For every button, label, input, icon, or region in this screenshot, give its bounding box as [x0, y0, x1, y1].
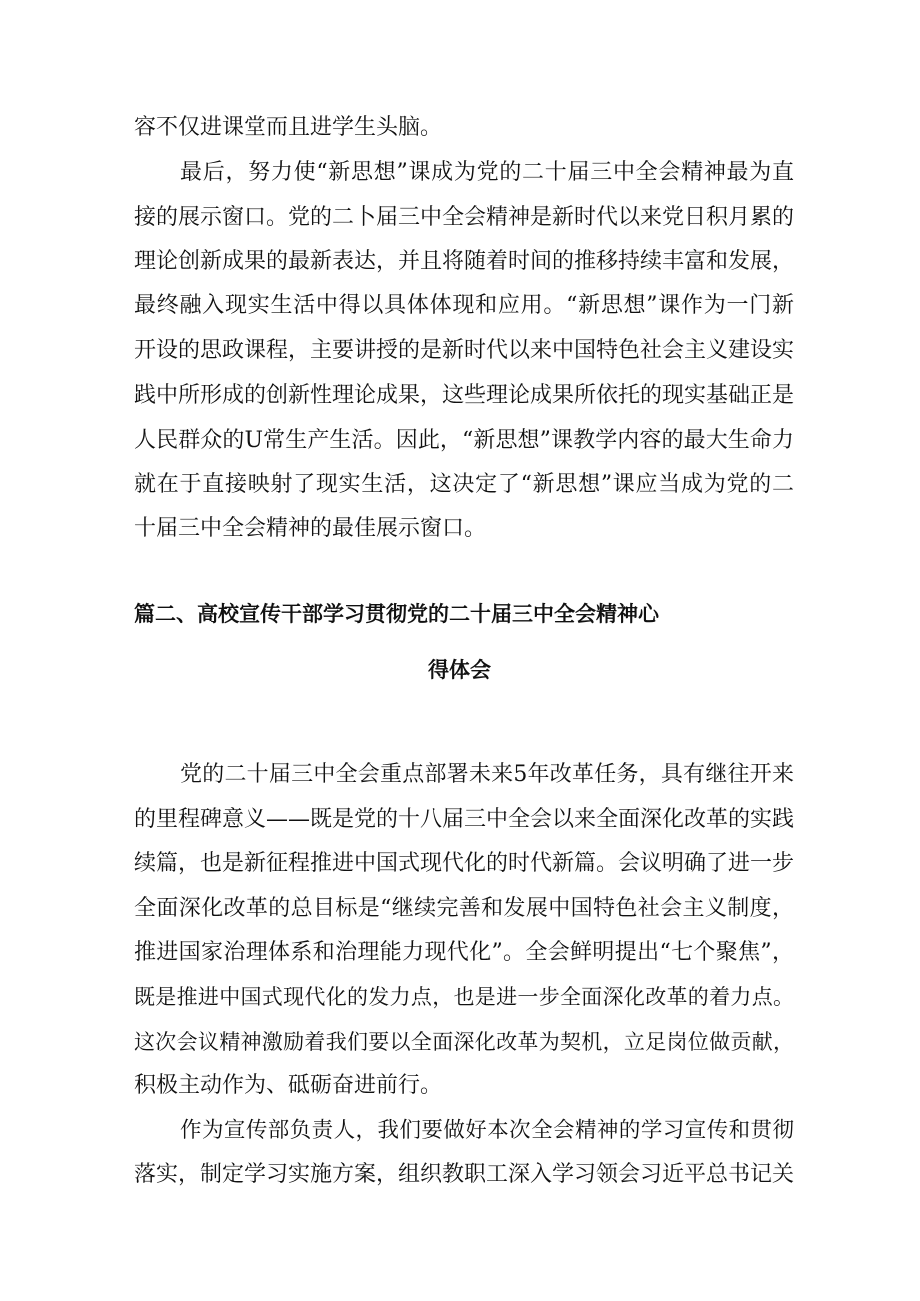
text-line: 就在于直接映射了现实生活，这决定了“新思想”课应当成为党的二: [134, 472, 794, 497]
text-line: 落实，制定学习实施方案，组织教职工深入学习领会习近平总书记关: [134, 1162, 795, 1187]
text-line: 最后，努力使“新思想”课成为党的二十届三中全会精神最为直: [180, 160, 794, 185]
text-line: 党的二十届三中全会重点部署未来5年改革任务，具有继往开来: [180, 762, 794, 787]
text-line: 理论创新成果的最新表达，并且将随着时间的推移持续丰富和发展，: [134, 249, 795, 274]
text-line: 开设的思政课程，主要讲授的是新时代以来中国特色社会主义建设实: [134, 338, 795, 363]
text-line: 作为宣传部负责人，我们要做好本次全会精神的学习宣传和贯彻: [180, 1118, 794, 1143]
text-line: 全面深化改革的总目标是“继续完善和发展中国特色社会主义制度，: [134, 896, 794, 921]
section-heading-line-2: 得体会: [428, 658, 491, 682]
text-line: 推进国家治理体系和治理能力现代化”。全会鲜明提出“七个聚焦”，: [134, 940, 794, 965]
text-line: 的里程碑意义——既是党的十八届三中全会以来全面深化改革的实践: [134, 807, 795, 832]
text-line: 积极主动作为、砥砺奋进前行。: [134, 1073, 443, 1098]
text-line: 十届三中全会精神的最佳展示窗口。: [134, 516, 487, 541]
text-line: 最终融入现实生活中得以具体体现和应用。“新思想”课作为一门新: [134, 293, 794, 318]
section-heading-line-1: 篇二、高校宣传干部学习贯彻党的二十届三中全会精神心: [134, 602, 659, 626]
text-line: 人民群众的U常生产生活。因此，“新思想”课教学内容的最大生命力: [134, 428, 794, 453]
text-line: 接的展示窗口。党的二卜届三中全会精神是新时代以来党日积月累的: [134, 205, 795, 230]
text-line: 这次会议精神激励着我们要以全面深化改革为契机，立足岗位做贡献，: [134, 1030, 794, 1054]
text-line: 践中所形成的创新性理论成果，这些理论成果所依托的现实基础正是: [134, 383, 795, 408]
text-line: 既是推进中国式现代化的发力点，也是进一步全面深化改革的着力点。: [134, 985, 794, 1009]
text-line: 容不仅进课堂而且进学生头脑。: [134, 115, 443, 140]
text-line: 续篇，也是新征程推进中国式现代化的时代新篇。会议明确了进一步: [134, 851, 795, 876]
